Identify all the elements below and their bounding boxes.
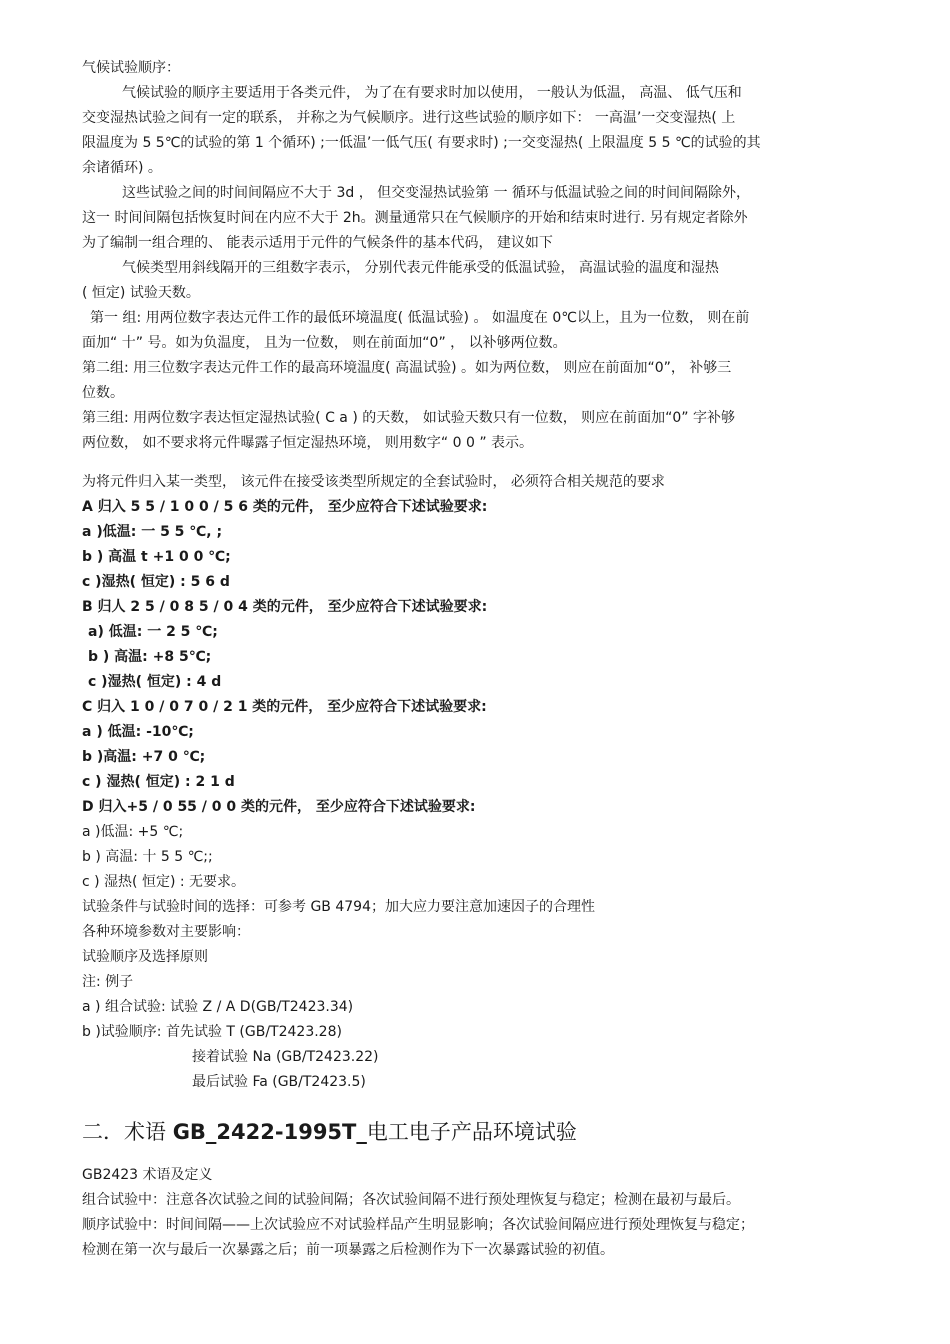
class-a-title: A 归入 5 5 / 1 0 0 / 5 6 类的元件， 至少应符合下述试验要求: (82, 499, 488, 515)
list-item: b ) 高温: 十 5 5 ℃;; (82, 849, 213, 865)
paragraph-line: 检测在第一次与最后一次暴露之后；前一项暴露之后检测作为下一次暴露试验的初值。 (82, 1242, 614, 1258)
class-d-title: D 归入+5 / 0 55 / 0 0 类的元件， 至少应符合下述试验要求: (82, 799, 476, 815)
paragraph-line: 这一 时间间隔包括恢复时间在内应不大于 2h。测量通常只在气候顺序的开始和结束时进行. 另有规定者除外 (82, 210, 748, 226)
document-page (82, 56, 887, 1263)
section-heading (82, 1117, 887, 1147)
section-title: 气候试验顺序： (82, 60, 180, 76)
heading-prefix: 二．术语 (82, 1120, 173, 1144)
paragraph-line: 为了编制一组合理的、 能表示适用于元件的气候条件的基本代码， 建议如下 (82, 235, 553, 251)
paragraph-line: 气候类型用斜线隔开的三组数字表示， 分别代表元件能承受的低温试验， 高温试验的温度和湿热 (122, 260, 719, 276)
class-b-title: B 归人 2 5 / 0 8 5 / 0 4 类的元件， 至少应符合下述试验要求: (82, 599, 488, 615)
list-item: a )低温: 一 5 5 ℃, ; (82, 524, 223, 540)
list-item: c )湿热( 恒定) : 5 6 d (82, 574, 230, 590)
paragraph-line: 余诸循环) 。 (82, 160, 162, 176)
list-item: a ) 组合试验: 试验 Z / A D(GB/T2423.34) (82, 999, 354, 1015)
paragraph-line: 第一 组: 用两位数字表达元件工作的最低环境温度( 低温试验) 。 如温度在 0℃以上，且为一位数， 则在前 (90, 310, 750, 326)
list-item: b ) 高温: +8 5℃; (88, 649, 212, 665)
list-item: c ) 湿热( 恒定) : 2 1 d (82, 774, 235, 790)
paragraph-line: 第三组: 用两位数字表达恒定湿热试验( C a ) 的天数， 如试验天数只有一位数， 则应在前面加“0” 字补够 (82, 410, 736, 426)
list-item: 最后试验 Fa (GB/T2423.5) (192, 1074, 366, 1090)
list-item: b )高温: +7 0 ℃; (82, 749, 206, 765)
paragraph-line: 气候试验的顺序主要适用于各类元件， 为了在有要求时加以使用， 一般认为低温， 高温、 低气压和 (122, 85, 742, 101)
paragraph-line: 各种环境参数对主要影响： (82, 924, 250, 940)
paragraph-line: 为将元件归入某一类型， 该元件在接受该类型所规定的全套试验时， 必须符合相关规范的要求 (82, 474, 665, 490)
list-item: 接着试验 Na (GB/T2423.22) (192, 1049, 379, 1065)
list-item: c ) 湿热( 恒定) : 无要求。 (82, 874, 246, 890)
heading-suffix: 电工电子产品环境试验 (366, 1120, 577, 1144)
paragraph-line: ( 恒定) 试验天数。 (82, 285, 200, 301)
paragraph-line: 面加“ 十” 号。如为负温度， 且为一位数， 则在前面加“0” ， 以补够两位数。 (82, 335, 567, 351)
paragraph-line: 限温度为 5 5℃的试验的第 1 个循环) ;一低温’一低气压( 有要求时) ;一交变湿热( 上限温度 5 5 ℃的试验的其 (82, 135, 761, 151)
list-item: a ) 低温: -10℃; (82, 724, 194, 740)
list-item: b ) 高温 t +1 0 0 ℃; (82, 549, 231, 565)
paragraph-line: 试验顺序及选择原则 (82, 949, 208, 965)
class-c-title: C 归入 1 0 / 0 7 0 / 2 1 类的元件， 至少应符合下述试验要求: (82, 699, 487, 715)
heading-standard: GB_2422-1995T_ (172, 1120, 367, 1144)
list-item: a )低温: +5 ℃; (82, 824, 184, 840)
list-item: c )湿热( 恒定) : 4 d (88, 674, 222, 690)
list-item: a) 低温: 一 2 5 ℃; (88, 624, 218, 640)
paragraph-line: 注: 例子 (82, 974, 134, 990)
paragraph-line: 位数。 (82, 385, 124, 401)
paragraph-line: 第二组: 用三位数字表达元件工作的最高环境温度( 高温试验) 。如为两位数， 则应在前面加“0”， 补够三 (82, 360, 732, 376)
paragraph-line: 顺序试验中：时间间隔——上次试验应不对试验样品产生明显影响；各次试验间隔应进行预处理恢复与稳定； (82, 1217, 754, 1233)
paragraph-line: 试验条件与试验时间的选择：可参考 GB 4794；加大应力要注意加速因子的合理性 (82, 899, 595, 915)
paragraph-line: 组合试验中：注意各次试验之间的试验间隔；各次试验间隔不进行预处理恢复与稳定；检测在最初与最后。 (82, 1192, 740, 1208)
paragraph-line: GB2423 术语及定义 (82, 1167, 213, 1183)
paragraph-line: 交变湿热试验之间有一定的联系， 并称之为气候顺序。进行这些试验的顺序如下： 一高温’一交变湿热( 上 (82, 110, 736, 126)
paragraph-line: 两位数， 如不要求将元件曝露子恒定湿热环境， 则用数字“ 0 0 ” 表示。 (82, 435, 534, 451)
paragraph-line: 这些试验之间的时间间隔应不大于 3d ， 但交变湿热试验第 一 循环与低温试验之间的时间间隔除外， (122, 185, 751, 201)
list-item: b )试验顺序: 首先试验 T (GB/T2423.28) (82, 1024, 342, 1040)
